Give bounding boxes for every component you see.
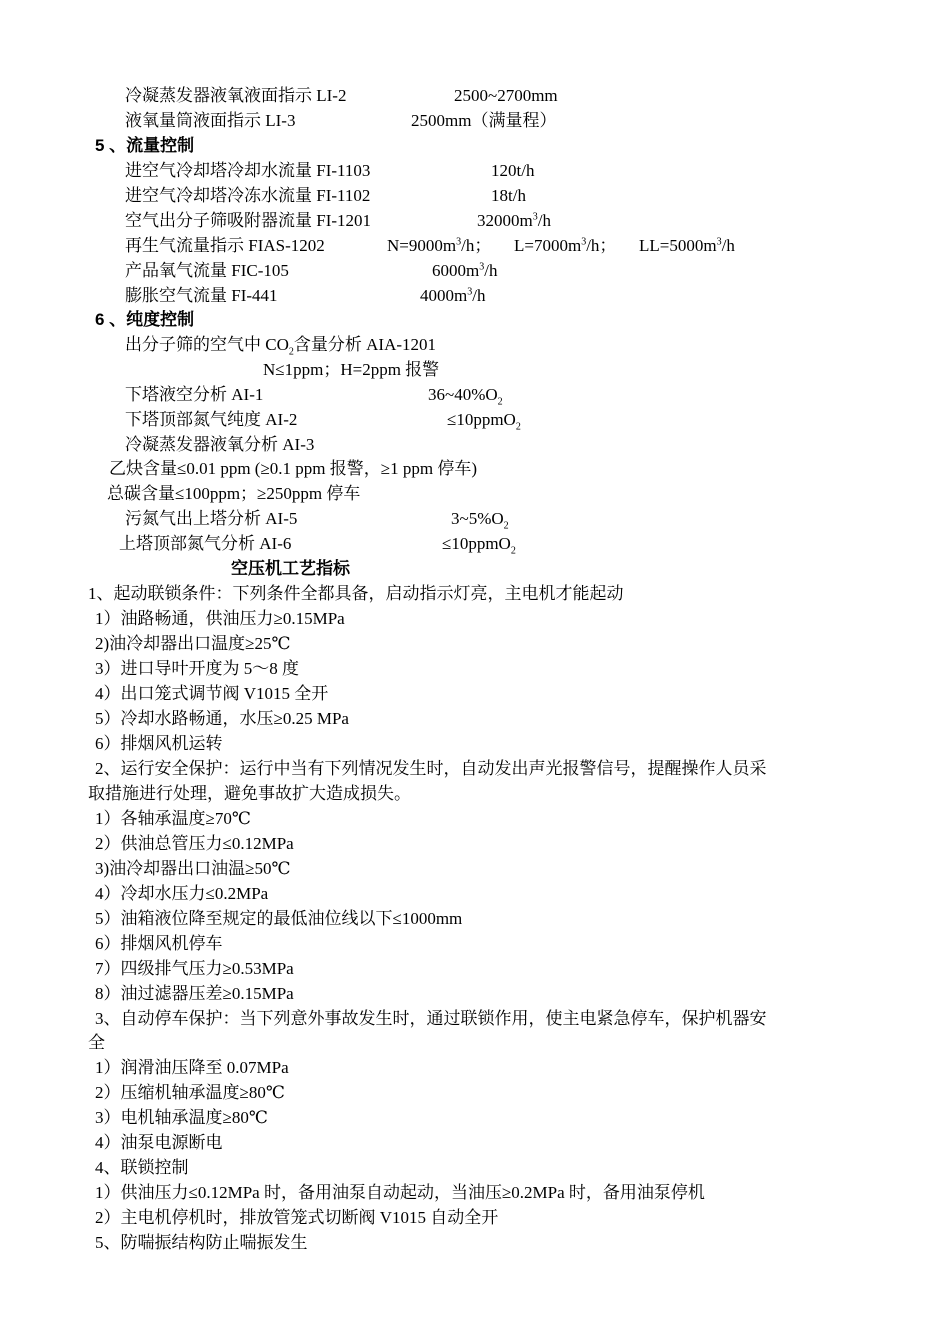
fi1102-label: 进空气冷却塔冷冻水流量 FI-1102 bbox=[125, 186, 371, 205]
li2-label: 冷凝蒸发器液氧液面指示 LI-2 bbox=[125, 86, 347, 105]
stop-item: 2）压缩机轴承温度≥80℃ bbox=[95, 1083, 285, 1102]
stop-heading: 3、自动停车保护：当下列意外事故发生时，通过联锁作用，使主电紧急停车，保护机器安 bbox=[95, 1009, 767, 1028]
safety-item: 1）各轴承温度≥70℃ bbox=[95, 809, 251, 828]
ai1-label: 下塔液空分析 AI-1 bbox=[125, 385, 264, 404]
startup-item: 2)油冷却器出口温度≥25℃ bbox=[95, 634, 291, 653]
surge-line: 5、防喘振结构防止喘振发生 bbox=[95, 1233, 308, 1252]
li3-label: 液氧量筒液面指示 LI-3 bbox=[125, 111, 296, 130]
fi1103-label: 进空气冷却塔冷却水流量 FI-1103 bbox=[125, 161, 371, 180]
fias1202-ll-value: $LL=5000m^3/h$ bbox=[639, 236, 735, 255]
li2-value: 2500~2700mm bbox=[454, 86, 558, 105]
fias1202-l-value: $L=7000m^3/h$； bbox=[514, 236, 617, 255]
safety-item: 3)油冷却器出口油温≥50℃ bbox=[95, 859, 291, 878]
safety-heading-cont: 取措施进行处理，避免事故扩大造成损失。 bbox=[88, 784, 411, 803]
fi441-value: $4000m^3/h$ bbox=[420, 286, 486, 305]
safety-item: 8）油过滤器压差≥0.15MPa bbox=[95, 984, 294, 1003]
ai6-value: ≤10ppmO$_2$ bbox=[442, 534, 516, 557]
safety-item: 6）排烟风机停车 bbox=[95, 934, 223, 953]
ai2-value: ≤10ppmO$_2$ bbox=[447, 410, 521, 433]
stop-item: 3）电机轴承温度≥80℃ bbox=[95, 1108, 268, 1127]
startup-item: 5）冷却水路畅通，水压≥0.25 MPa bbox=[95, 709, 349, 728]
interlock-item: 2）主电机停机时，排放管笼式切断阀 V1015 自动全开 bbox=[95, 1208, 499, 1227]
ai6-label: 上塔顶部氮气分析 AI-6 bbox=[119, 534, 292, 553]
interlock-item: 1）供油压力≤0.12MPa 时，备用油泵自动起动，当油压≥0.2MPa 时，备用油泵停机 bbox=[95, 1183, 705, 1202]
safety-item: 4）冷却水压力≤0.2MPa bbox=[95, 884, 269, 903]
fi1201-label: 空气出分子筛吸附器流量 FI-1201 bbox=[125, 211, 372, 230]
stop-item: 4）油泵电源断电 bbox=[95, 1133, 223, 1152]
ai1-value: $36\sim 40\%O_2$ bbox=[428, 385, 503, 408]
safety-heading: 2、运行安全保护：运行中当有下列情况发生时，自动发出声光报警信号，提醒操作人员采 bbox=[95, 759, 767, 778]
fias1202-label: 再生气流量指示 FIAS-1202 bbox=[125, 236, 325, 255]
safety-item: 2）供油总管压力≤0.12MPa bbox=[95, 834, 294, 853]
safety-item: 5）油箱液位降至规定的最低油位线以下≤1000mm bbox=[95, 909, 463, 928]
fi1102-value: 18t/h bbox=[491, 186, 526, 205]
startup-item: 3）进口导叶开度为 5～8 度 bbox=[95, 659, 299, 678]
interlock-heading: 4、联锁控制 bbox=[95, 1158, 189, 1177]
flow-heading: 5 、流量控制 bbox=[95, 136, 195, 155]
startup-item: 6）排烟风机运转 bbox=[95, 734, 223, 753]
stop-heading-cont: 全 bbox=[88, 1033, 105, 1052]
compressor-title: 空压机工艺指标 bbox=[231, 559, 350, 578]
aia1201-alarm: N≤1ppm；H=2ppm 报警 bbox=[263, 360, 440, 379]
fias1202-n-value: $N=9000m^3/h$； bbox=[387, 236, 492, 255]
acetylene-line: 乙炔含量≤0.01 ppm (≥0.1 ppm 报警，≥1 ppm 停车) bbox=[109, 459, 477, 478]
stop-item: 1）润滑油压降至 0.07MPa bbox=[95, 1058, 289, 1077]
purity-heading: 6 、纯度控制 bbox=[95, 310, 195, 329]
li3-value: 2500mm（满量程） bbox=[411, 111, 557, 130]
ai5-value: $3\sim 5\%O_2$ bbox=[451, 509, 509, 532]
fi1103-value: 120t/h bbox=[491, 161, 535, 180]
startup-item: 1）油路畅通，供油压力≥0.15MPa bbox=[95, 609, 345, 628]
startup-heading: 1、起动联锁条件：下列条件全都具备，启动指示灯亮，主电机才能起动 bbox=[88, 584, 624, 603]
ai5-label: 污氮气出上塔分析 AI-5 bbox=[125, 509, 298, 528]
startup-item: 4）出口笼式调节阀 V1015 全开 bbox=[95, 684, 329, 703]
ai3-label: 冷凝蒸发器液氧分析 AI-3 bbox=[125, 435, 315, 454]
carbon-line: 总碳含量≤100ppm；≥250ppm 停车 bbox=[107, 484, 361, 503]
aia1201-label: 出分子筛的空气中 $CO_2$含量分析 AIA-1201 bbox=[125, 335, 437, 358]
fi441-label: 膨胀空气流量 FI-441 bbox=[125, 286, 278, 305]
safety-item: 7）四级排气压力≥0.53MPa bbox=[95, 959, 294, 978]
fi1201-value: $32000m^3/h$ bbox=[477, 211, 551, 230]
fic105-value: $6000m^3/h$ bbox=[432, 261, 498, 280]
ai2-label: 下塔顶部氮气纯度 AI-2 bbox=[125, 410, 298, 429]
fic105-label: 产品氧气流量 FIC-105 bbox=[125, 261, 289, 280]
